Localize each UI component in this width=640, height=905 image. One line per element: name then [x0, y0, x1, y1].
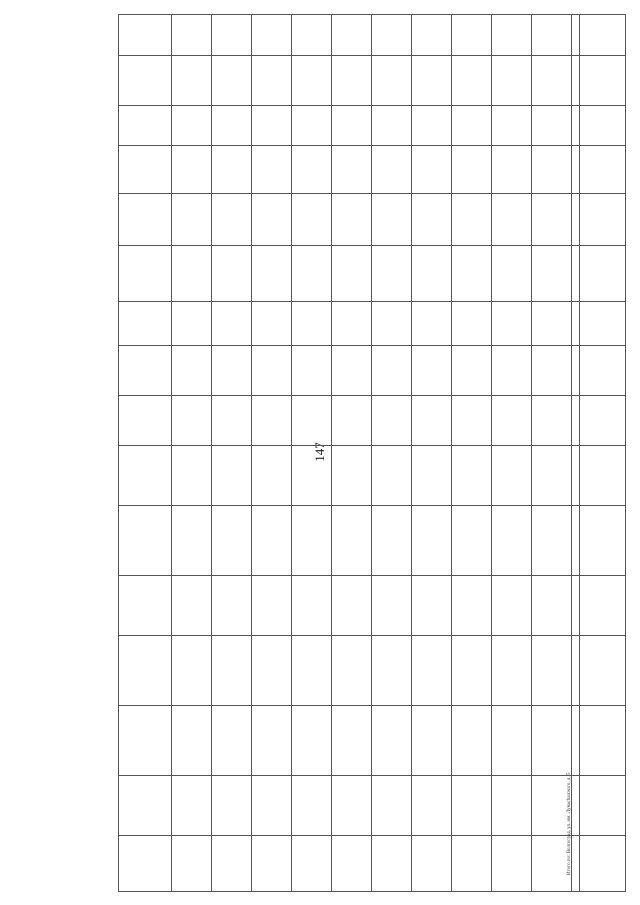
row-divider	[371, 15, 372, 891]
column-divider	[119, 105, 625, 106]
column-divider	[119, 245, 625, 246]
row-divider	[411, 15, 412, 891]
row-divider	[171, 15, 172, 891]
column-divider	[119, 835, 625, 836]
row-divider	[331, 15, 332, 891]
row-divider	[491, 15, 492, 891]
row-divider	[451, 15, 452, 891]
column-divider	[119, 505, 625, 506]
column-divider	[119, 55, 625, 56]
page-number-text: 147	[312, 442, 327, 462]
column-divider	[119, 575, 625, 576]
table-row: Итого по: Волгоград, ул. им. Лунacharского, д. 5	[567, 772, 572, 875]
column-divider	[119, 705, 625, 706]
row-divider	[211, 15, 212, 891]
column-divider	[119, 775, 625, 776]
data-table	[118, 14, 626, 892]
row-divider	[251, 15, 252, 891]
column-divider	[119, 635, 625, 636]
header-divider	[579, 15, 580, 891]
column-divider	[119, 145, 625, 146]
column-divider	[119, 445, 625, 446]
column-divider	[119, 345, 625, 346]
column-divider	[119, 301, 625, 302]
row-divider	[291, 15, 292, 891]
column-number-band	[571, 15, 572, 891]
column-divider	[119, 193, 625, 194]
row-divider	[531, 15, 532, 891]
column-divider	[119, 395, 625, 396]
